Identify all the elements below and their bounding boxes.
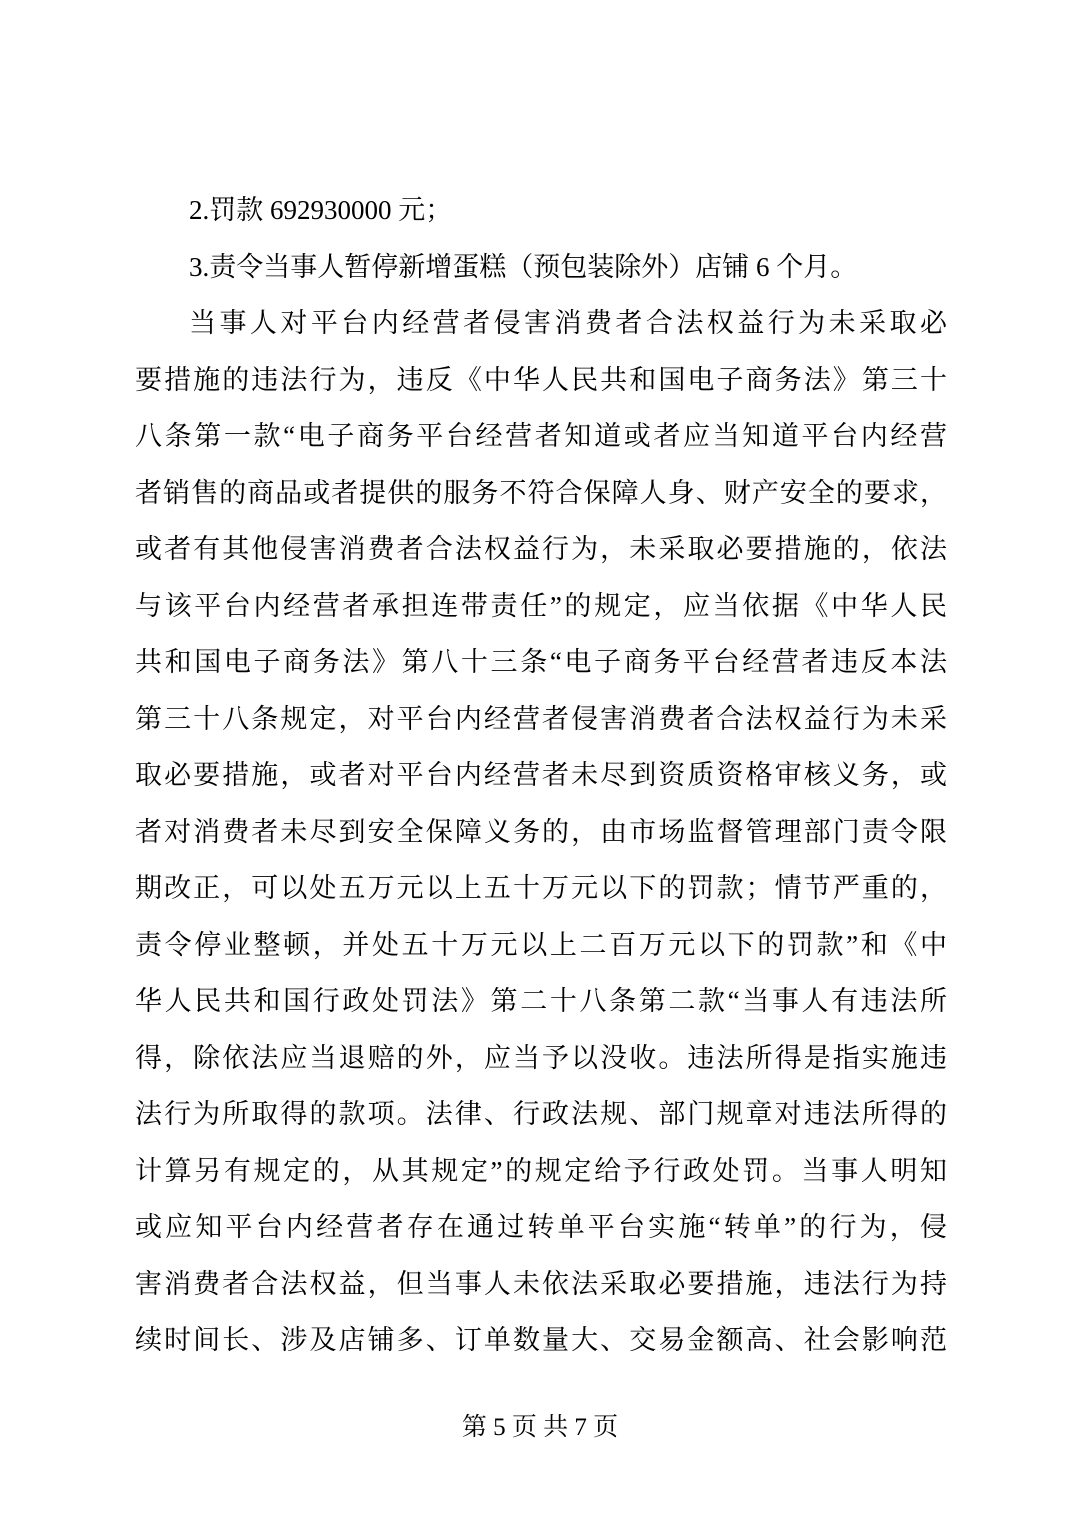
document-line: 与该平台内经营者承担连带责任”的规定，应当依据《中华人民 <box>135 590 947 621</box>
document-line: 2.罚款 692930000 元； <box>189 195 453 225</box>
document-line: 八条第一款“电子商务平台经营者知道或者应当知道平台内经营 <box>135 421 947 451</box>
page-number-footer: 第 5 页 共 7 页 <box>461 1414 619 1441</box>
document-line: 共和国电子商务法》第八十三条“电子商务平台经营者违反本法 <box>135 647 947 677</box>
document-line: 期改正，可以处五万元以上五十万元以下的罚款；情节严重的， <box>135 873 947 903</box>
document-line: 续时间长、涉及店铺多、订单数量大、交易金额高、社会影响范 <box>135 1325 947 1355</box>
document-line: 者对消费者未尽到安全保障义务的，由市场监督管理部门责令限 <box>135 816 947 847</box>
document-line: 或者有其他侵害消费者合法权益行为，未采取必要措施的，依法 <box>135 534 947 564</box>
document-line: 华人民共和国行政处罚法》第二十八条第二款“当事人有违法所 <box>135 986 947 1016</box>
document-line: 法行为所取得的款项。法律、行政法规、部门规章对违法所得的 <box>135 1099 947 1129</box>
document-line: 计算另有规定的，从其规定”的规定给予行政处罚。当事人明知 <box>135 1155 947 1186</box>
document-line: 第三十八条规定，对平台内经营者侵害消费者合法权益行为未采 <box>135 703 947 734</box>
document-line: 要措施的违法行为，违反《中华人民共和国电子商务法》第三十 <box>135 364 947 395</box>
document-line: 责令停业整顿，并处五十万元以上二百万元以下的罚款”和《中 <box>135 929 947 960</box>
document-line: 者销售的商品或者提供的服务不符合保障人身、财产安全的要求， <box>135 477 947 508</box>
document-line: 取必要措施，或者对平台内经营者未尽到资质资格审核义务，或 <box>135 760 947 790</box>
document-text-block <box>135 182 947 1369</box>
document-line: 3.责令当事人暂停新增蛋糕（预包装除外）店铺 6 个月。 <box>189 251 858 282</box>
document-line: 害消费者合法权益，但当事人未依法采取必要措施，违法行为持 <box>135 1268 947 1299</box>
document-line: 或应知平台内经营者存在通过转单平台实施“转单”的行为，侵 <box>135 1212 947 1242</box>
document-line: 得，除依法应当退赔的外，应当予以没收。违法所得是指实施违 <box>135 1042 947 1073</box>
document-line: 当事人对平台内经营者侵害消费者合法权益行为未采取必 <box>189 308 947 338</box>
